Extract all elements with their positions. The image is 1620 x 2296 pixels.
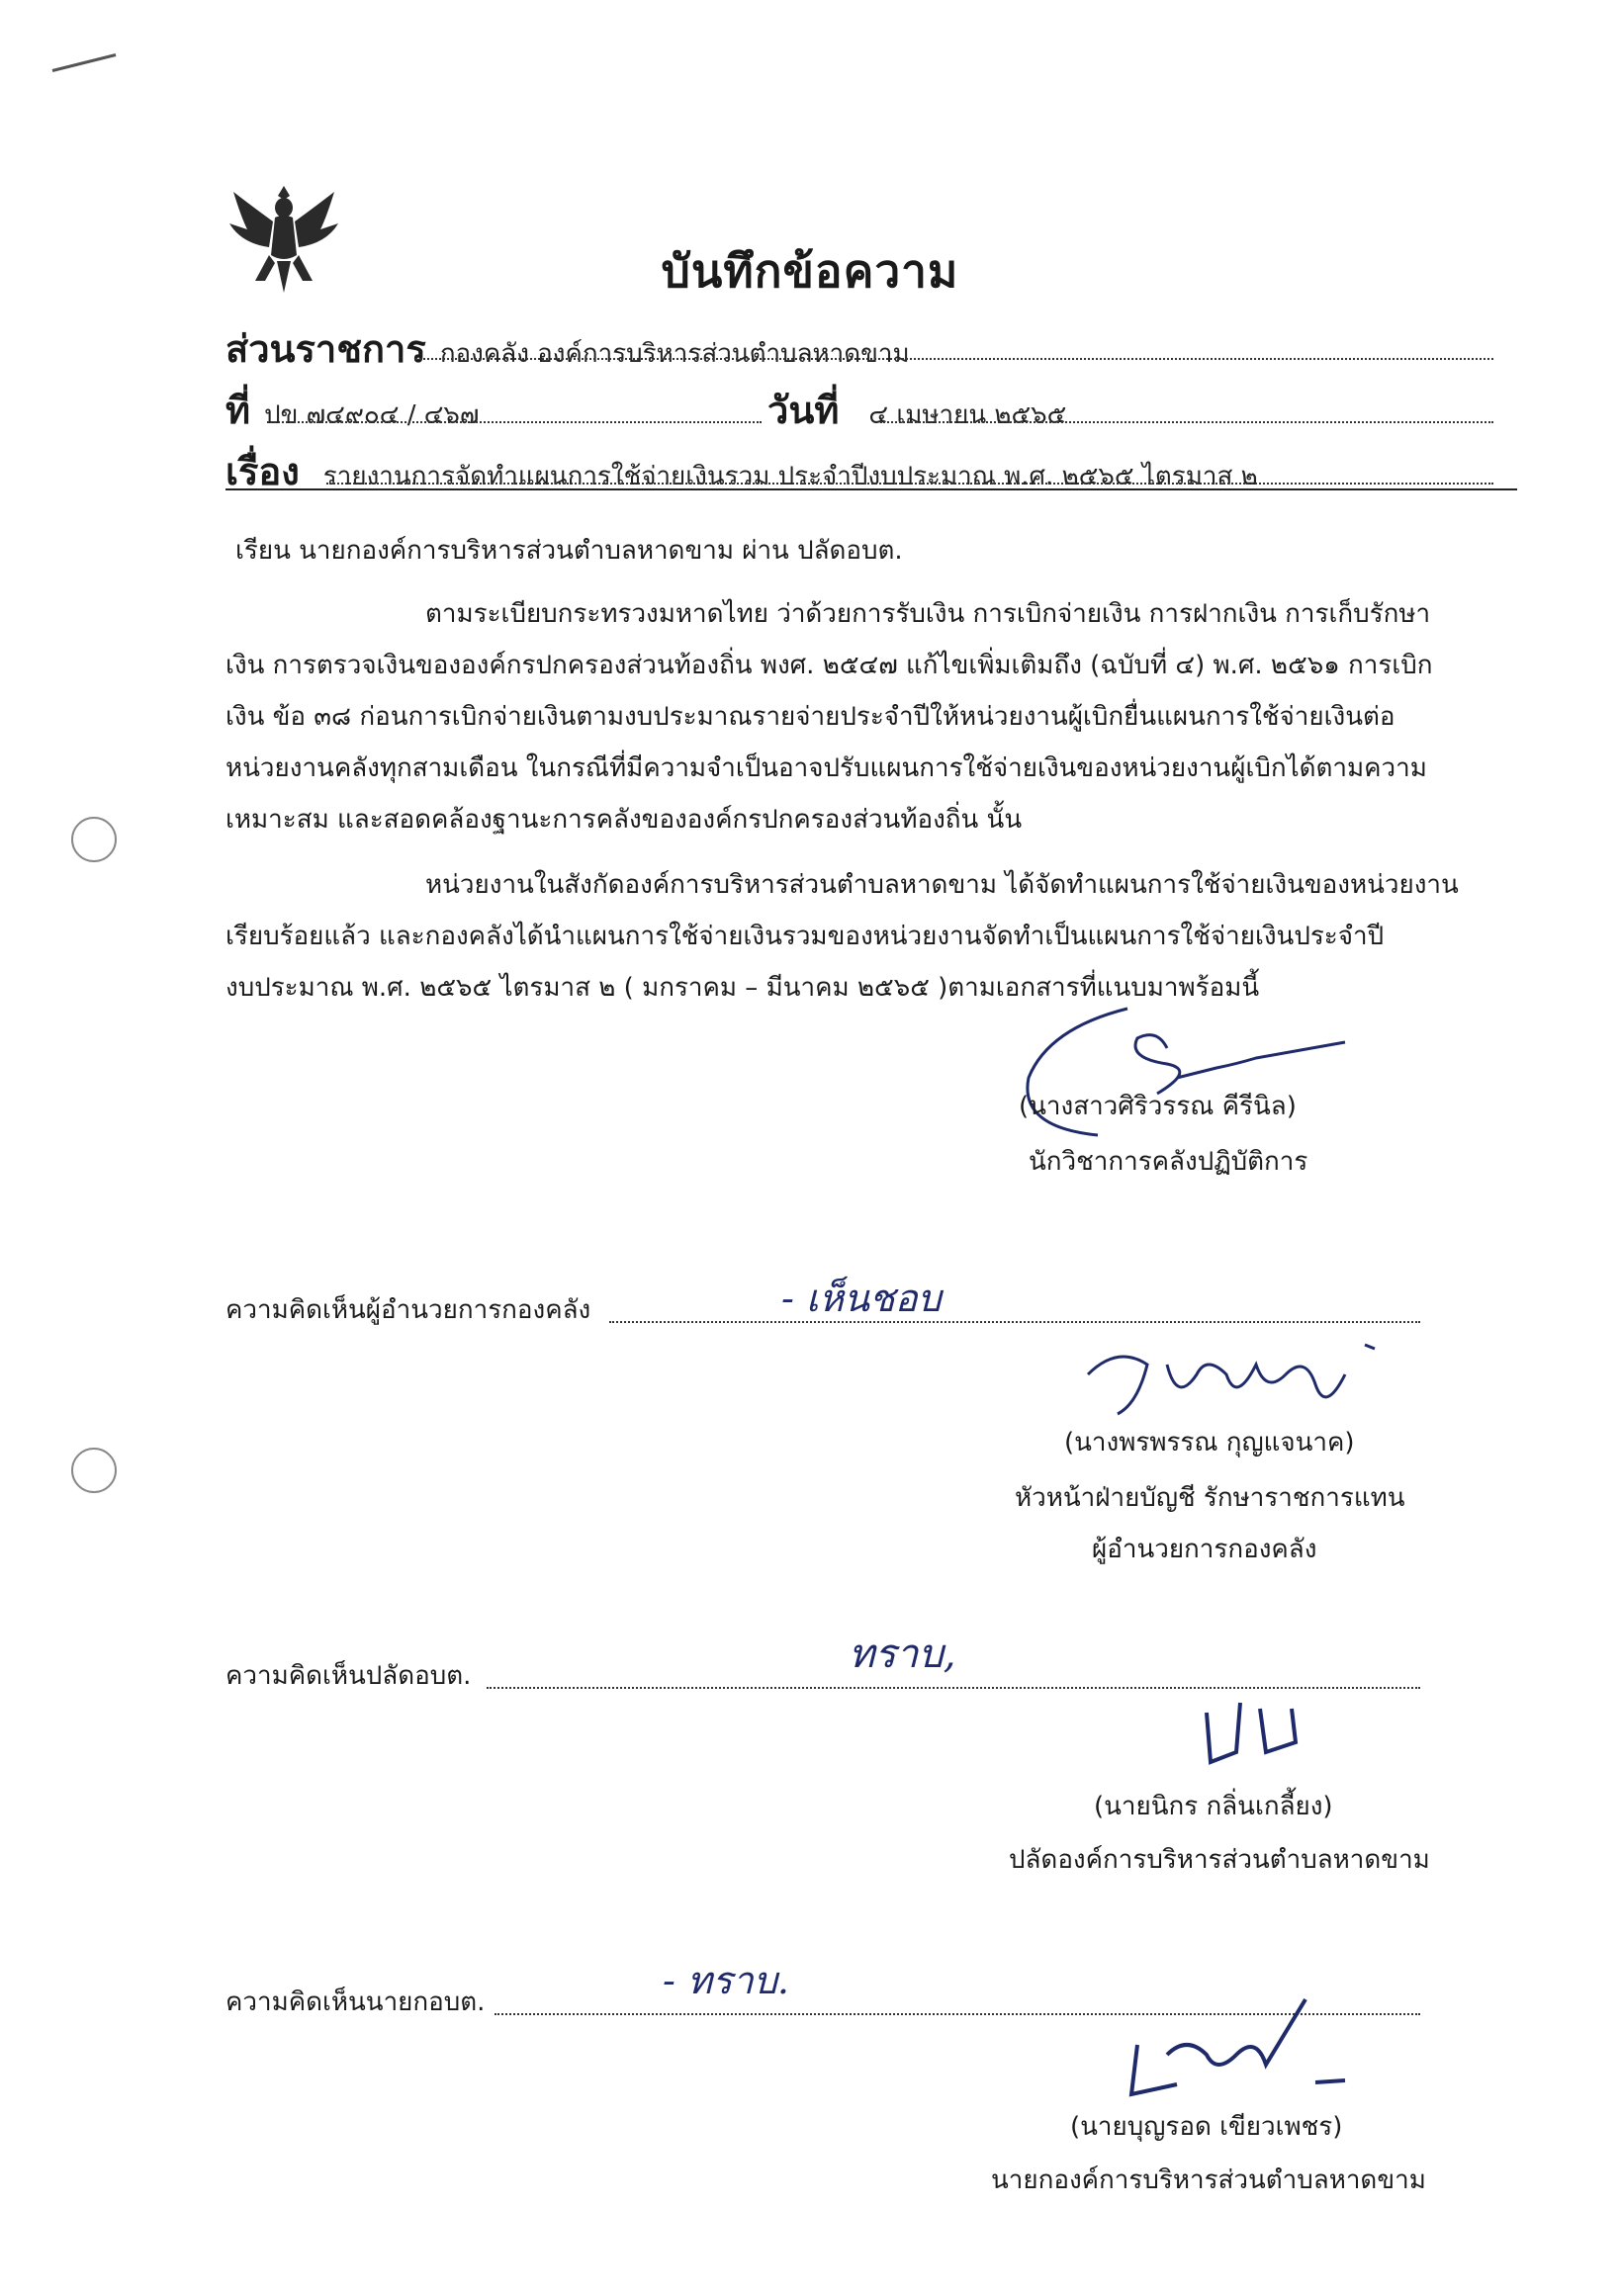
- date-label: วันที่: [767, 389, 840, 432]
- agency-value: กองคลัง องค์การบริหารส่วนตำบลหาดขาม: [439, 339, 910, 369]
- para2-line-1: หน่วยงานในสังกัดองค์การบริหารส่วนตำบลหาดขาม ได้จัดทำแผนการใช้จ่ายเงินของหน่วยงาน: [425, 870, 1459, 900]
- comment1-label: ความคิดเห็นผู้อำนวยการกองคลัง: [225, 1295, 591, 1325]
- para2-line-3: งบประมาณ พ.ศ. ๒๕๖๕ ไตรมาส ๒ ( มกราคม – มีนาคม ๒๕๖๕ )ตามเอกสารที่แนบมาพร้อมนี้: [225, 973, 1260, 1003]
- comment2-handwritten: ทราบ,: [849, 1632, 956, 1677]
- margin-pen-mark: [52, 53, 117, 72]
- signer3-position: ปลัดองค์การบริหารส่วนตำบลหาดขาม: [1009, 1845, 1430, 1875]
- memo-title: บันทึกข้อความ: [661, 244, 959, 298]
- comment3-label: ความคิดเห็นนายกอบต.: [225, 1987, 486, 2017]
- signature-3: [1197, 1693, 1315, 1772]
- signer4-name: (นายบุญรอด เขียวเพชร): [1070, 2112, 1343, 2142]
- subject-dotted-line: [326, 483, 1493, 485]
- signer2-position-1: หัวหน้าฝ่ายบัญชี รักษาราชการแทน: [1015, 1483, 1405, 1513]
- para1-line-4: หน่วยงานคลังทุกสามเดือน ในกรณีที่มีความจำเป็นอาจปรับแผนการใช้จ่ายเงินของหน่วยงานผู้เบิกได้ตามความ: [225, 753, 1427, 783]
- salutation: เรียน นายกองค์การบริหารส่วนตำบลหาดขาม ผ่าน ปลัดอบต.: [235, 536, 903, 566]
- comment2-dotted-line: [487, 1687, 1420, 1689]
- agency-dotted-line: [415, 358, 1493, 360]
- subject-label: เรื่อง: [225, 450, 300, 493]
- subject-value: รายงานการจัดทำแผนการใช้จ่ายเงินรวม ประจำปีงบประมาณ พ.ศ. ๒๕๖๕ ไตรมาส ๒: [322, 462, 1258, 491]
- signer1-position: นักวิชาการคลังปฏิบัติการ: [1029, 1147, 1308, 1177]
- signer3-name: (นายนิกร กลิ่นเกลี้ยง): [1094, 1792, 1333, 1821]
- para1-line-1: ตามระเบียบกระทรวงมหาดไทย ว่าด้วยการรับเงิน การเบิกจ่ายเงิน การฝากเงิน การเก็บรักษา: [425, 599, 1431, 629]
- punch-hole-top: [71, 817, 117, 862]
- signer1-name: (นางสาวศิริวรรณ คีรีนิล): [1019, 1092, 1297, 1121]
- signer2-name: (นางพรพรรณ กุญแจนาค): [1064, 1428, 1355, 1457]
- comment1-dotted-line: [609, 1321, 1420, 1323]
- ref-value: ปข ๗๔๙๐๔ / ๔๖๗: [264, 400, 480, 430]
- punch-hole-bottom: [71, 1448, 117, 1493]
- signer4-position: นายกองค์การบริหารส่วนตำบลหาดขาม: [991, 2165, 1426, 2195]
- para2-line-2: เรียบร้อยแล้ว และกองคลังได้นำแผนการใช้จ่ายเงินรวมของหน่วยงานจัดทำเป็นแผนการใช้จ่ายเงินประจำปี: [225, 922, 1385, 951]
- para1-line-5: เหมาะสม และสอดคล้องฐานะการคลังขององค์กรปกครองส่วนท้องถิ่น นั้น: [225, 805, 1023, 835]
- signature-2: [1078, 1335, 1395, 1434]
- ref-dotted-line: [267, 421, 762, 423]
- subject-row: [225, 441, 1258, 501]
- date-dotted-line: [880, 421, 1493, 423]
- ref-label: ที่: [225, 389, 251, 432]
- signer2-position-2: ผู้อำนวยการกองคลัง: [1092, 1535, 1317, 1564]
- signature-4: [1108, 1986, 1355, 2104]
- para1-line-2: เงิน การตรวจเงินขององค์กรปกครองส่วนท้องถิ่น พงศ. ๒๕๔๗ แก้ไขเพิ่มเติมถึง (ฉบับที่ ๔) พ.ศ. ๒๕๖๑ การเบิก: [225, 651, 1433, 680]
- comment1-handwritten: - เห็นชอบ: [781, 1277, 942, 1320]
- date-row: [767, 380, 1066, 440]
- agency-row: [225, 318, 910, 379]
- ref-row: [225, 380, 479, 440]
- comment2-label: ความคิดเห็นปลัดอบต.: [225, 1661, 472, 1691]
- comment3-handwritten: - ทราบ.: [663, 1959, 789, 2002]
- para1-line-3: เงิน ข้อ ๓๘ ก่อนการเบิกจ่ายเงินตามงบประมาณรายจ่ายประจำปีให้หน่วยงานผู้เบิกยื่นแผนการใช้จ่ายเงินต่อ: [225, 702, 1395, 732]
- agency-label: ส่วนราชการ: [225, 327, 426, 371]
- date-value: ๔ เมษายน ๒๕๖๕: [868, 400, 1067, 430]
- header-rule: [225, 488, 1517, 490]
